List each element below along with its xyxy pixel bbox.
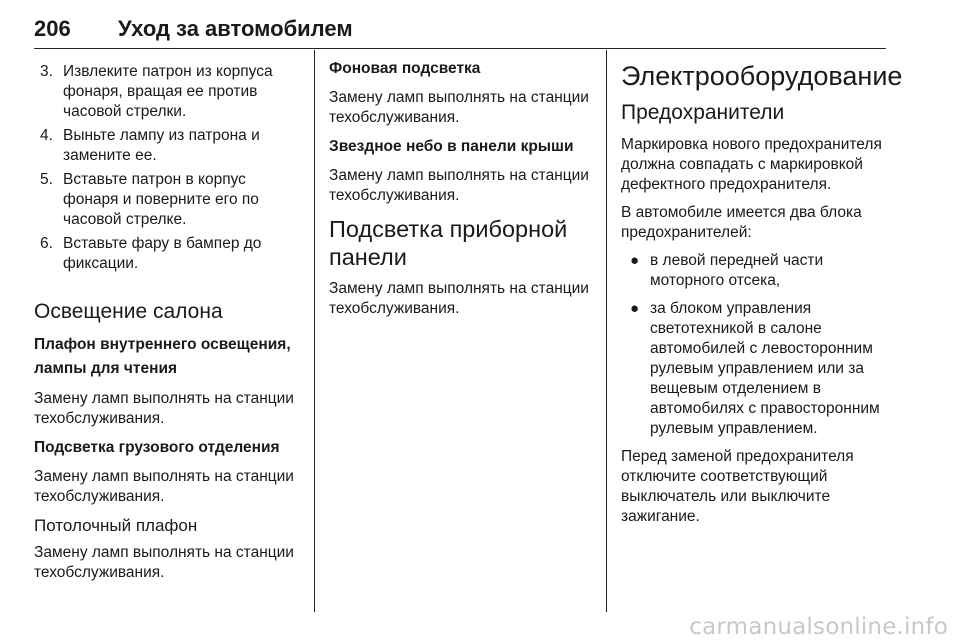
paragraph-fuse-marking: Маркировка нового предохранителя должна совпадать с маркировкой дефектного предохранителя. <box>621 136 882 193</box>
step-text: Вставьте патрон в корпус фонаря и поверните его по часовой стрелке. <box>63 171 259 228</box>
paragraph-ambient-light: Замену ламп выполнять на станции техобслуживания. <box>329 89 589 126</box>
list-item <box>621 299 891 439</box>
bullet-text: за блоком управления светотехникой в салоне автомобилей с левосторонним рулевым управлением или за вещевым отделением в автомобилях с правосторонним рулевым управлением. <box>650 300 880 437</box>
bullet-icon: ● <box>630 252 640 269</box>
step-text: Извлеките патрон из корпуса фонаря, вращая ее против часовой стрелки. <box>63 63 273 120</box>
section-title-interior-lighting: Освещение салона <box>34 300 223 323</box>
chapter-title: Уход за автомобилем <box>118 16 353 41</box>
heading-cargo-light: Подсветка грузового отделения <box>34 439 280 456</box>
column-left <box>34 58 302 591</box>
paragraph-cargo-light: Замену ламп выполнять на станции техобслуживания. <box>34 468 294 505</box>
heading-starry-sky: Звездное небо в панели крыши <box>329 138 574 155</box>
bullet-text: в левой передней части моторного отсека, <box>650 252 824 289</box>
paragraph-ceiling-light: Замену ламп выполнять на станции техобслуживания. <box>34 544 294 581</box>
column-divider-1 <box>314 50 315 612</box>
page-number: 206 <box>34 16 71 41</box>
fuse-block-list <box>621 251 891 439</box>
list-item <box>621 251 891 291</box>
column-middle <box>329 58 595 327</box>
step-number: 6. <box>40 235 53 252</box>
paragraph-fuse-blocks: В автомобиле имеется два блока предохранителей: <box>621 204 862 241</box>
paragraph-dashboard-light: Замену ламп выполнять на станции техобслуживания. <box>329 280 589 317</box>
step-text: Выньте лампу из патрона и замените ее. <box>63 127 260 164</box>
steps-list <box>34 62 302 274</box>
paragraph-dome-light: Замену ламп выполнять на станции техобслуживания. <box>34 390 294 427</box>
heading-fuses: Предохранители <box>621 101 785 124</box>
heading-ceiling-light: Потолочный плафон <box>34 516 198 535</box>
heading-dome-light: Плафон внутреннего освещения, лампы для чтения <box>34 336 291 377</box>
section-title-electrical: Электрооборудование <box>621 61 903 91</box>
page-header <box>34 14 886 49</box>
paragraph-before-replacing: Перед заменой предохранителя отключите соответствующий выключатель или выключите зажигание. <box>621 448 854 525</box>
paragraph-starry-sky: Замену ламп выполнять на станции техобслуживания. <box>329 167 589 204</box>
watermark: carmanualsonline.info <box>689 614 948 640</box>
bullet-icon: ● <box>630 300 640 317</box>
list-item <box>34 234 302 274</box>
step-number: 3. <box>40 63 53 80</box>
list-item <box>34 126 302 166</box>
step-number: 4. <box>40 127 53 144</box>
list-item <box>34 170 302 230</box>
heading-dashboard-light: Подсветка приборной панели <box>329 216 568 270</box>
column-right <box>621 58 903 535</box>
column-divider-2 <box>606 50 607 612</box>
list-item <box>34 62 302 122</box>
heading-ambient-light: Фоновая подсветка <box>329 60 481 77</box>
step-text: Вставьте фару в бампер до фиксации. <box>63 235 262 272</box>
step-number: 5. <box>40 171 53 188</box>
